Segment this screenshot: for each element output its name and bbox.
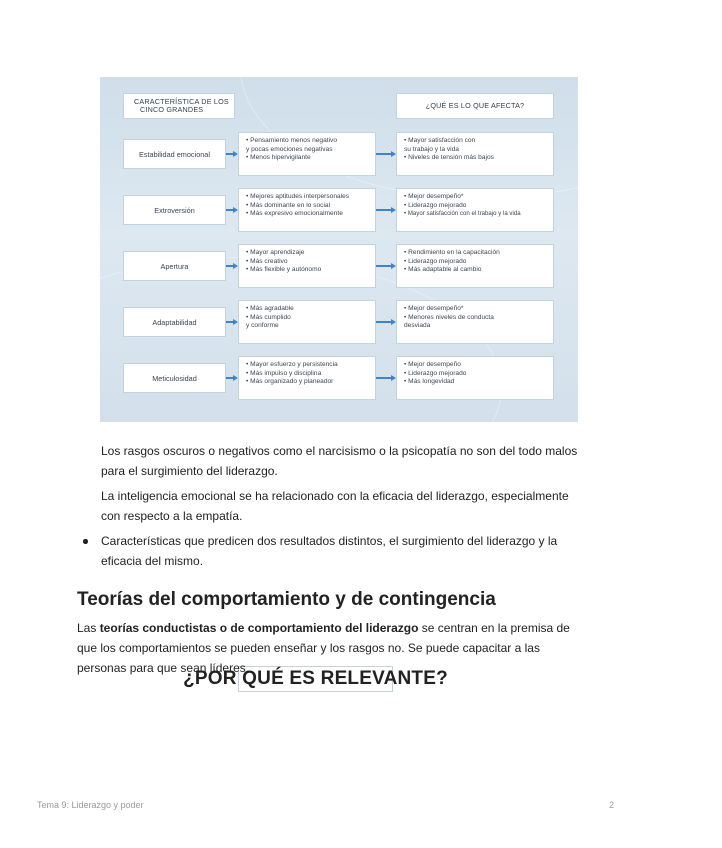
- page-number: 2: [609, 800, 615, 810]
- section-heading: Teorías del comportamiento y de contingencia: [77, 589, 496, 610]
- why-box: • Más agradable • Más cumplido y conforme: [238, 300, 376, 344]
- arrow-icon: [376, 153, 394, 155]
- why-box: • Pensamiento menos negativo y pocas emociones negativas • Menos hipervigilante: [238, 132, 376, 176]
- affects-box: • Mejor desempeño • Liderazgo mejorado • Más longevidad: [396, 356, 554, 400]
- arrow-icon: [226, 209, 236, 211]
- why-box: • Mayor aprendizaje • Más creativo • Más flexible y autónomo: [238, 244, 376, 288]
- affects-box: • Mejor desempeño* • Menores niveles de conducta desviada: [396, 300, 554, 344]
- trait-row: [100, 356, 578, 400]
- paragraph-emotional-intelligence: La inteligencia emocional se ha relacionado con la eficacia del liderazgo, especialmente con respecto a la empatía.: [101, 489, 569, 523]
- arrow-icon: [376, 265, 394, 267]
- trait-label: Adaptabilidad: [123, 307, 226, 337]
- bold-term: teorías conductistas o de comportamiento del liderazgo: [99, 621, 419, 635]
- arrow-icon: [226, 377, 236, 379]
- affects-box: • Rendimiento en la capacitación • Liderazgo mejorado • Más adaptable al cambio: [396, 244, 554, 288]
- affects-box: • Mejor desempeño* • Liderazgo mejorado • Mayor satisfacción con el trabajo y la vida: [396, 188, 554, 232]
- affects-box: • Mayor satisfacción con su trabajo y la vida • Niveles de tensión más bajos: [396, 132, 554, 176]
- header-why-relevant: ¿POR QUÉ ES RELEVANTE?: [238, 666, 393, 692]
- paragraph-behavioral-theories: Las teorías conductistas o de comportamiento del liderazgo se centran en la premisa de que los comportamientos se pueden enseñar y los rasgos no. Se puede capacitar a las personas para que sean líderes.: [77, 621, 570, 675]
- list-item-text: Características que predicen dos resultados distintos, el surgimiento del liderazgo y la eficacia del mismo.: [101, 534, 558, 568]
- arrow-icon: [226, 153, 236, 155]
- arrow-icon: [226, 265, 236, 267]
- arrow-icon: [376, 321, 394, 323]
- trait-label: Estabilidad emocional: [123, 139, 226, 169]
- trait-row: [100, 244, 578, 288]
- trait-row: [100, 300, 578, 344]
- trait-label: Meticulosidad: [123, 363, 226, 393]
- trait-row: [100, 188, 578, 232]
- why-box: • Mayor esfuerzo y persistencia • Más impulso y disciplina • Más organizado y planeador: [238, 356, 376, 400]
- trait-label: Extroversión: [123, 195, 226, 225]
- footer-title: Tema 9: Liderazgo y poder: [37, 800, 144, 810]
- paragraph-dark-traits: Los rasgos oscuros o negativos como el narcisismo o la psicopatía no son del todo malos para el surgimiento del liderazgo.: [101, 444, 578, 478]
- trait-row: [100, 132, 578, 176]
- arrow-icon: [376, 209, 394, 211]
- arrow-icon: [226, 321, 236, 323]
- header-what-affects: ¿QUÉ ES LO QUE AFECTA?: [396, 93, 554, 119]
- arrow-icon: [376, 377, 394, 379]
- header-trait: CARACTERÍSTICA DE LOS CINCO GRANDES: [123, 93, 235, 119]
- trait-label: Apertura: [123, 251, 226, 281]
- bullet-icon: [83, 539, 88, 544]
- why-box: • Mejores aptitudes interpersonales • Más dominante en lo social • Más expresivo emocionalmente: [238, 188, 376, 232]
